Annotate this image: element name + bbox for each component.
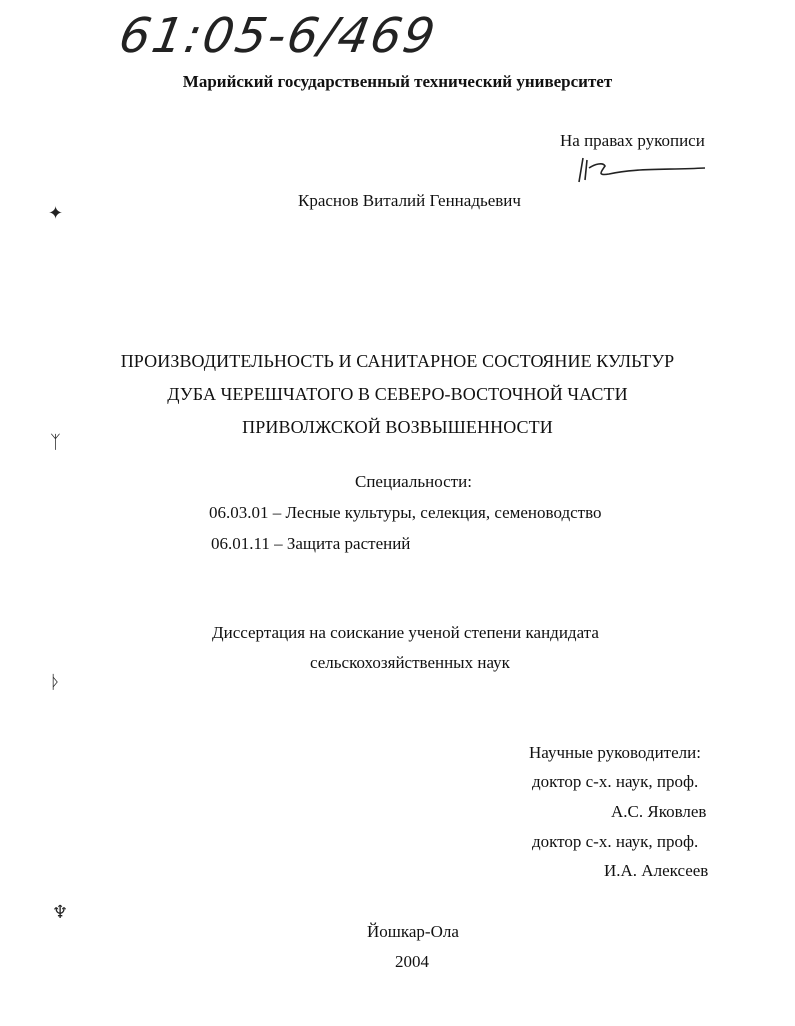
author-signature	[575, 150, 715, 190]
dissertation-title	[0, 345, 795, 444]
title-line: ПРОИЗВОДИТЕЛЬНОСТЬ И САНИТАРНОЕ СОСТОЯНИЕ КУЛЬТУР	[120, 351, 675, 371]
dissertation-field-line: сельскохозяйственных наук	[310, 653, 510, 672]
supervisors-heading: Научные руководители:	[529, 743, 701, 762]
specialty-item: 06.01.11 – Защита растений	[211, 534, 411, 553]
year: 2004	[395, 952, 429, 971]
specialties-heading: Специальности:	[355, 472, 472, 491]
scan-mark: ᚦ	[50, 672, 61, 693]
archive-number: 61:05-6/469	[115, 8, 441, 64]
supervisor-degree: доктор с-х. наук, проф.	[532, 772, 699, 791]
scan-mark: ✦	[48, 203, 64, 224]
university-name: Марийский государственный технический университет	[182, 72, 613, 91]
city: Йошкар-Ола	[367, 922, 459, 941]
author-name: Краснов Виталий Геннадьевич	[298, 191, 521, 210]
title-line: ДУБА ЧЕРЕШЧАТОГО В СЕВЕРО-ВОСТОЧНОЙ ЧАСТИ	[167, 384, 628, 404]
supervisor-name: И.А. Алексеев	[604, 861, 709, 880]
supervisor-degree: доктор с-х. наук, проф.	[532, 832, 699, 851]
scan-mark: ♆	[52, 902, 69, 923]
specialty-item: 06.03.01 – Лесные культуры, селекция, семеноводство	[209, 503, 602, 522]
dissertation-degree-line: Диссертация на соискание ученой степени кандидата	[212, 623, 599, 642]
rights-note: На правах рукописи	[560, 131, 705, 150]
title-line: ПРИВОЛЖСКОЙ ВОЗВЫШЕННОСТИ	[242, 417, 553, 437]
supervisor-name: А.С. Яковлев	[611, 802, 707, 821]
scan-mark: ᛉ	[50, 432, 61, 453]
